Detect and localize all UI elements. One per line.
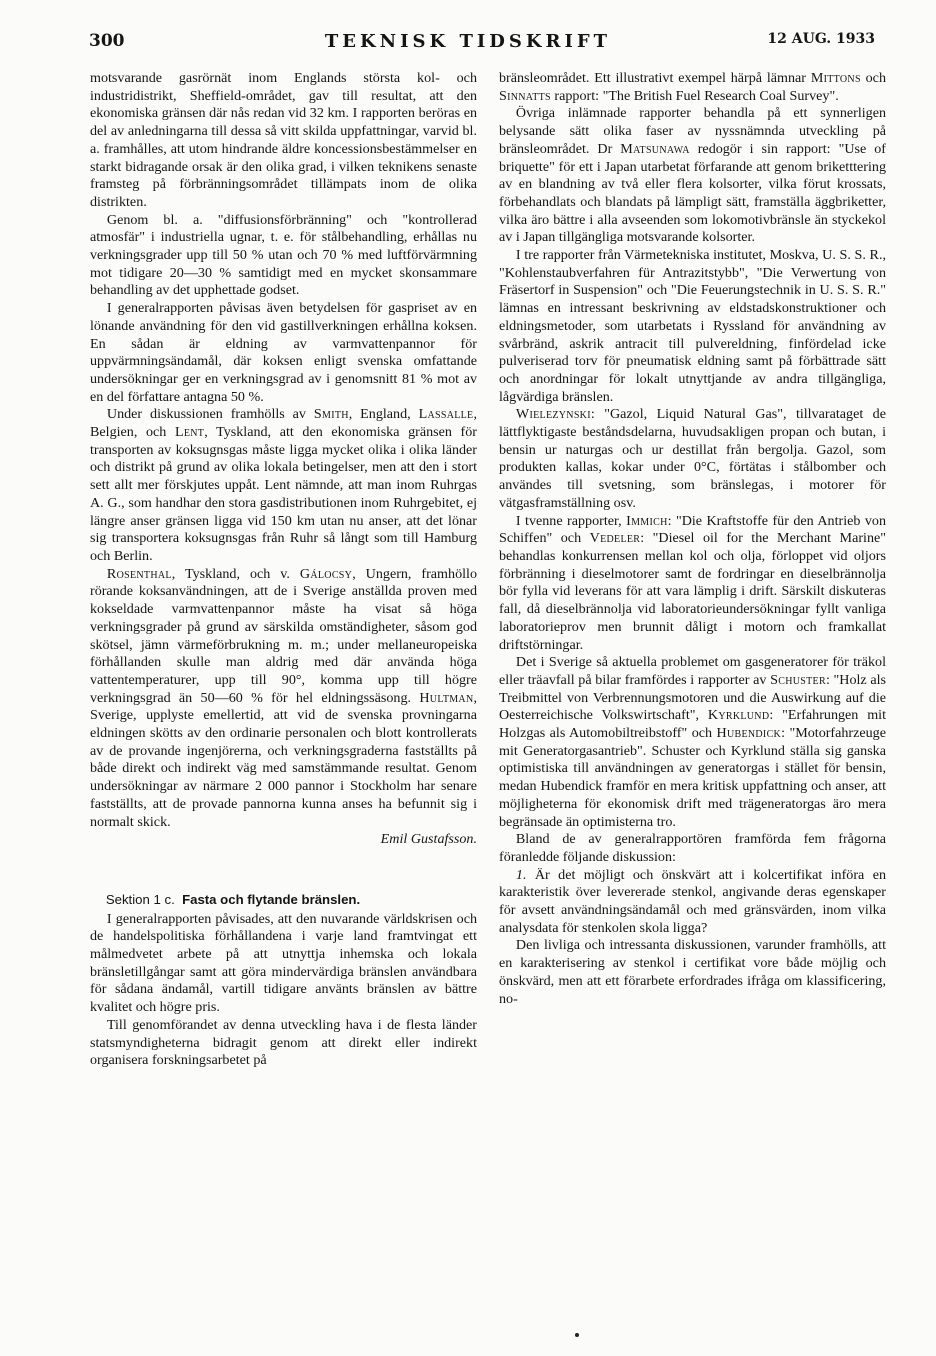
paragraph: I generalrapporten påvisades, att den nuvarande världskrisen och de handelspolitiska förhållandena i varje land framtvingat ett målmedvetet arbete på att utnyttja inhemska och lokala bränsletillgångar samt att göra mindervärdiga bränslen användbara för sådana ändamål, vartill tidigare använts bränslen av bättre kvalitet och högre pris.	[90, 910, 477, 1016]
left-column	[90, 70, 477, 1070]
section-heading	[90, 891, 477, 909]
paragraph: motsvarande gasrörnät inom Englands största kol- och industridistrikt, Sheffield-området, gav till resultat, att den ekonomiska gränsen där nås redan vid 32 km. I rapporten beröras en del av anledningarna till dessa så vitt skilda uppfattningar, varvid bl. a. framhålles, att utom hindrande äldre koncessionsbestämmelser en starkt bidragande orsak är den olika grad, i vilken teknikens senaste framsteg på förbränningsområdet tillämpats inom de olika distrikten.	[90, 70, 477, 210]
person-name: Vedeler	[589, 530, 641, 547]
person-name: Hultman	[419, 689, 474, 706]
section-title: Fasta och flytande bränslen.	[182, 891, 361, 907]
paragraph: Rosenthal, Tyskland, och v. Gálocsy, Ungern, framhöllo rörande koksanvändningen, att de i Sverige anställda proven med kokseldade varmvattenpannor måste ha visat så höga verkningsgrader på grund av särskilda omständigheter, såsom god skötsel, jämn värmeförbrukning m. m.; under mellaneuropeiska förhållanden skulle man aldrig med där använda höga vattentemperaturer, upp till 90°, komma upp till högre verkningsgrad än 50—60 % för hel eldningssäsong. Hultman, Sverige, upplyste emellertid, att vid de svenska provningarna eldningen skötts av den ordinarie personalen och blott kontrollerats av de provande ingenjörerna, och verkningsgraderna fastställts på både direkt och indirekt väg med samstämmande resultat. Genom undersökningar av närmare 2 000 pannor i Stockholm har senare fastställts, att de provade pannorna kunna anses ha befunnit sig i normalt skick.	[90, 565, 477, 830]
person-name: Wielezynski	[515, 406, 591, 423]
paragraph: bränsleområdet. Ett illustrativt exempel härpå lämnar Mittons och Sinnatts rapport: "The British Fuel Research Coal Survey".	[499, 70, 886, 104]
journal-title: TEKNISK TIDSKRIFT	[324, 31, 612, 52]
person-name: Sinnatts	[499, 87, 551, 104]
person-name: Lassalle	[418, 406, 474, 423]
paragraph: 1. Är det möjligt och önskvärt att i kolcertifikat införa en karakteristik över levererade stenkol, angivande deras egenskaper för avsett användningsändamål och med gränsvärden, inom vilka analysdata för stenkolen skola ligga?	[499, 866, 886, 936]
paragraph: Under diskussionen framhölls av Smith, England, Lassalle, Belgien, och Lent, Tyskland, att den ekonomiska gränsen för transporten av koksugnsgas måste ligga mycket olika i olika länder och distrikt på grund av olika lokala betingelser, men att den i stort sett allt mer förskjutes uppåt. Lent nämnde, att man inom Ruhrgas A. G., som handhar den stora gasdistributionen inom Ruhrgebitet, ej längre anser gränsen ligga vid 150 km utan nu anser, att det lönar sig transportera koksugnsgas från Ruhr så långt som till Hamburg och Berlin.	[90, 406, 477, 564]
page-mark	[575, 1333, 579, 1337]
person-name: Lent	[174, 424, 205, 441]
question-number: 1.	[515, 866, 527, 883]
person-name: Kyrklund	[707, 707, 770, 724]
person-name: Schuster	[770, 671, 826, 688]
person-name: Rosenthal	[106, 565, 172, 582]
paragraph: I generalrapporten påvisas även betydelsen för gaspriset av en lönande användning för den vid gastillverkningen erhållna koksen. En sådan är eldning av varmvattenpannor för uppvärmningsändamål, där koksen enligt svenska omfattande undersökningar ger en verkningsgrad av i genomsnitt 81 % mot av en del författare antagna 50 %.	[90, 300, 477, 405]
person-name: Matsunawa	[620, 140, 690, 157]
paragraph: Wielezynski: "Gazol, Liquid Natural Gas", tillvarataget de lättflyktigaste beståndsdelarna, huvudsakligen propan och butan, i bensin ur naturgas och ur destillat från bergolja. Gazol, som produkten kallas, kokar under 0°C, förtätas i stålbomber och användes till svetsning, som bränslegas, i motorer för vätgasframställning osv.	[499, 406, 886, 511]
paragraph: I tre rapporter från Värmetekniska institutet, Moskva, U. S. S. R., "Kohlenstaubverfahren für Antrazitstybb", "Die Verwertung von Fräsertorf in Suspension" och "Die Feuerungstechnik in U. S. S. R." lämnas en intressant beskrivning av eldstadskonstruktioner och eldningsmetoder, som utarbetats i Ryssland för användning av svårbränd, askrik antracit till pulvereldning, finfördelad icke pulveriserad torv för pneumatisk eldning samt på förbättrade sätt och anordningar för lokalt utnyttjande av andra tillgängliga, lågvärdiga bränslen.	[499, 247, 886, 405]
paragraph: Övriga inlämnade rapporter behandla på ett synnerligen belysande sätt olika faser av nyssnämnda utveckling på bränsleområdet. Dr Matsunawa redogör i sin rapport: "Use of briquette" för ett i Japan utarbetat förfarande att genom briketttering av en blandning av två eller flera kolsorter, vilka förut krossats, förbehandlats och blandats på lämpligt sätt, framställa äggbriketter, vilka äro bättre i alla avseenden som lokomotivbränsle än styckekol av i Japan tillgängliga motsvarande kolsorter.	[499, 105, 886, 246]
paragraph: Genom bl. a. "diffusionsförbränning" och "kontrollerad atmosfär" i industriella ugnar, t. e. för stålbehandling, erhållas nu verkningsgrader upp till 50 % utan och 70 % med luftförvärmning mot tidigare 20—30 % samtidigt med en mycket skonsammare behandling av det upphettade godset.	[90, 211, 477, 299]
person-name: Gálocsy	[299, 565, 353, 582]
paragraph: Det i Sverige så aktuella problemet om gasgeneratorer för träkol eller träavfall på bilar framfördes i rapporter av Schuster: "Holz als Treibmittel von Verbrennungsmotoren und die Auswirkung auf die Oesterreichische Volkswirtschaft", Kyrklund: "Erfahrungen mit Holzgas als Automobiltreibstoff" och Hubendick: "Motorfahrzeuge mit Generatorgasantrieb". Schuster och Kyrklund ställa sig ganska optimistiska till användningen av generatorgas i stället för bensin, medan Hubendick framför en mera kritisk uppfattning och anser, att möjligheterna för ekonomisk drift med trägeneratorgas äro mera begränsade än optimisterna tro.	[499, 654, 886, 830]
person-name: Immich	[626, 512, 668, 529]
paragraph: Den livliga och intressanta diskussionen, varunder framhölls, att en karakterisering av stenkol i certifikat vore både möjlig och önskvärd, men att ett förarbete erfordrades ifråga om klassificering, no-	[499, 937, 886, 1007]
right-column	[499, 70, 886, 1008]
person-name: Mittons	[810, 70, 861, 86]
paragraph: Bland de av generalrapportören framförda fem frågorna föranledde följande diskussion:	[499, 831, 886, 865]
author-signature: Emil Gustafsson.	[380, 831, 477, 848]
page-number: 300	[89, 31, 125, 51]
section-number: Sektion 1 c.	[105, 891, 175, 907]
page-header	[0, 31, 936, 57]
person-name: Smith	[313, 406, 349, 423]
paragraph: I tvenne rapporter, Immich: "Die Kraftstoffe für den Antrieb von Schiffen" och Vedeler: "Diesel oil for the Merchant Marine" behandlas konkurrensen mellan kol och olja, förloppet vid oljors förbränning i dieselmotorer samt de fordringar en dieselbrännolja bör fylla vid leverans för att vara lämplig i drift. Särskilt diskuteras fall, då dieselbrännolja vid laboratorieundersökningar fyllt vanliga laboratorieprov men brunnit dåligt i motorn och framkallat driftstörningar.	[499, 512, 887, 653]
issue-date: 12 AUG. 1933	[767, 31, 875, 47]
paragraph: Till genomförandet av denna utveckling hava i de flesta länder statsmyndigheterna bidragit genom att direkt eller indirekt organisera forskningsarbetet på	[90, 1016, 477, 1069]
person-name: Hubendick	[716, 725, 782, 742]
